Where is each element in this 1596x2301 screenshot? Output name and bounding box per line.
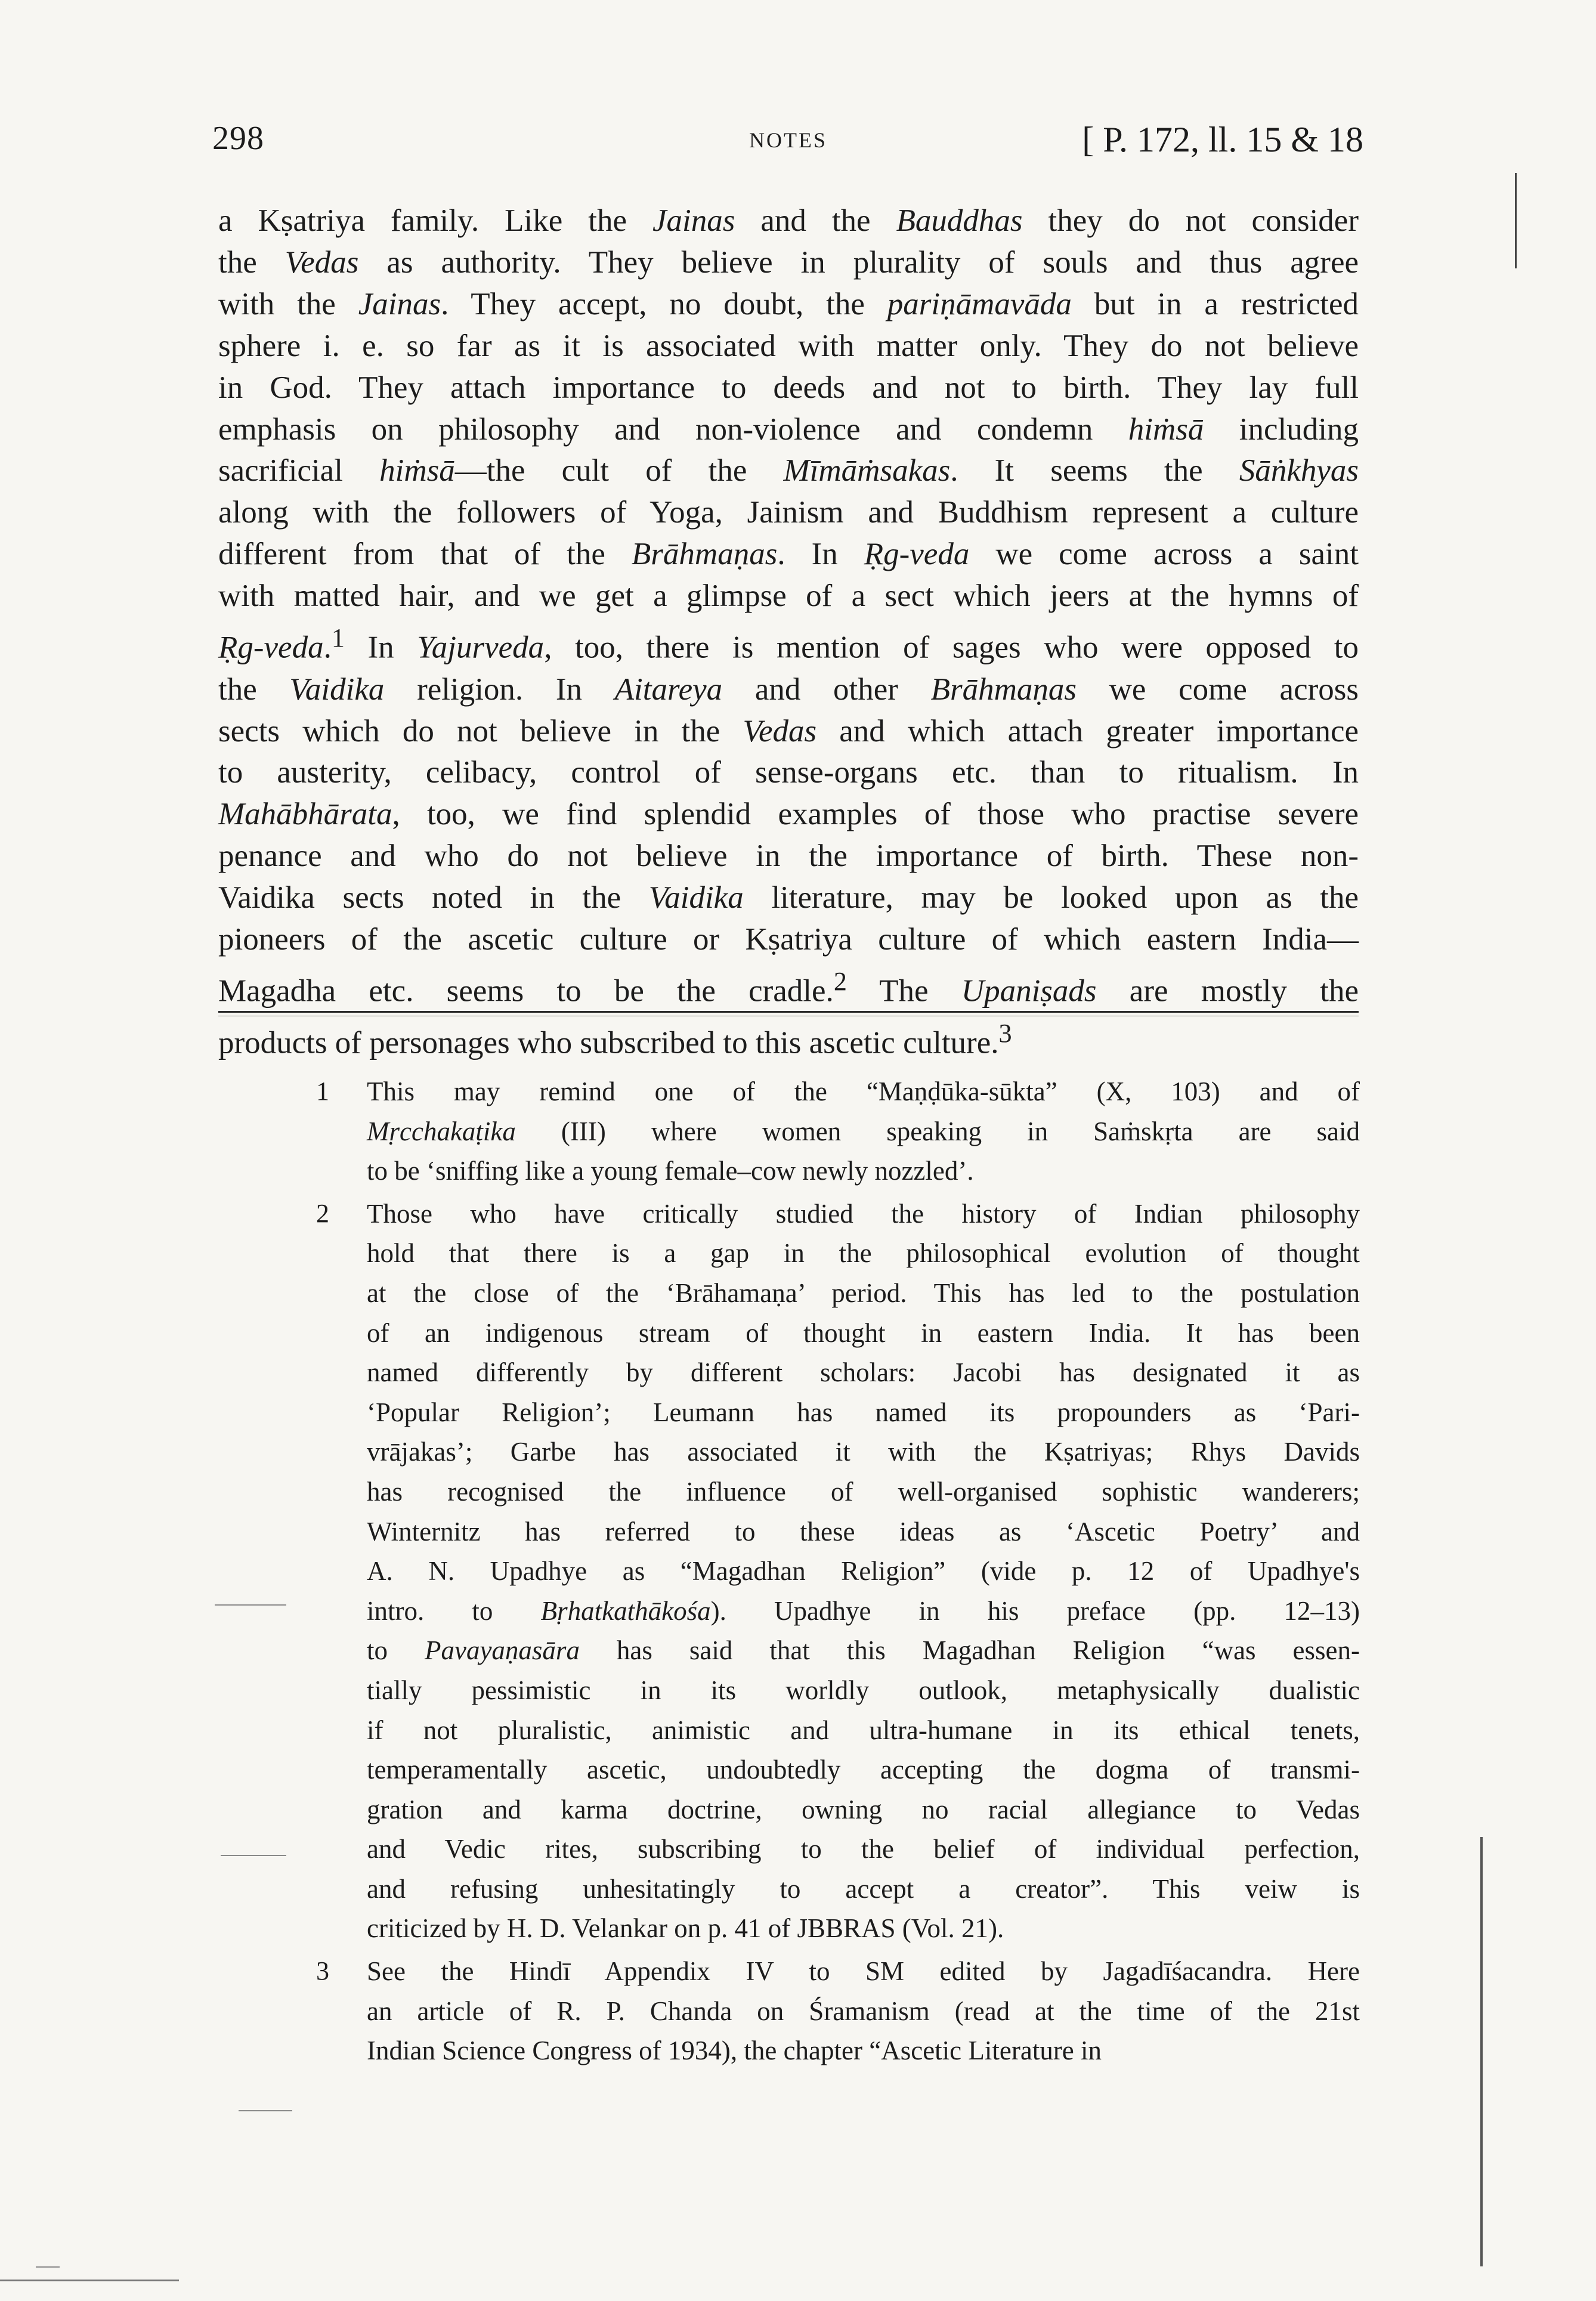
body-text-line: along with the followers of Yoga, Jainism and Buddhism represent a culture [218,495,1359,530]
footnote-text-line: tially pessimistic in its worldly outlook, metaphysically dualistic [367,1675,1360,1705]
body-text-line: with matted hair, and we get a glimpse of a sect which jeers at the hymns of [218,579,1359,614]
body-text-line: products of personages who subscribed to this ascetic culture.$^3$ [218,1018,1012,1060]
footnote-number: 3 [316,1956,329,1986]
body-text-line: the Vaidika religion. In Aitareya and other Brāhmaṇas we come across [218,672,1359,707]
body-text-line: Vaidika sects noted in the Vaidika literature, may be looked upon as the [218,880,1359,916]
footnote-text-line: criticized by H. D. Velankar on p. 41 of JBBRAS (Vol. 21). [367,1913,1004,1944]
body-text-line: Ṛg-veda.$^1$ In Yajurveda, too, there is mention of sages who were opposed to [218,623,1359,665]
body-text-line: sphere i. e. so far as it is associated with matter only. They do not believe [218,328,1359,363]
footnote-text-line: and Vedic rites, subscribing to the belief of individual perfection, [367,1834,1360,1864]
page-number: 298 [212,120,264,157]
body-text-line: Magadha etc. seems to be the cradle.$^2$ The Upaniṣads are mostly the [218,966,1359,1009]
footnote-text-line: ‘Popular Religion’; Leumann has named its propounders as ‘Pari- [367,1397,1360,1427]
page-line-reference: [ P. 172, ll. 15 & 18 [1082,120,1363,159]
running-head [212,119,1363,167]
scan-speck [215,1604,286,1606]
footnote-text-line: intro. to Bṛhatkathākośa). Upadhye in his preface (pp. 12–13) [367,1595,1360,1626]
body-text-line: Mahābhārata, too, we find splendid examples of those who practise severe [218,797,1359,832]
footnotes [316,1072,1360,2074]
footnote-text-line: at the close of the ‘Brāhamaṇa’ period. This has led to the postulation [367,1278,1360,1308]
footnote-3 [316,1951,1360,2071]
footnote-number: 2 [316,1198,329,1228]
footnote-2 [316,1194,1360,1949]
footnote-separator [218,1011,1359,1013]
running-title: NOTES [749,128,827,152]
footnote-text-line: of an indigenous stream of thought in eastern India. It has been [367,1317,1360,1348]
body-text-line: emphasis on philosophy and non-violence and condemn hiṁsā including [218,412,1359,447]
footnote-1 [316,1072,1360,1191]
footnote-text-line: has recognised the influence of well-organised sophistic wanderers; [367,1476,1360,1507]
body-text-line: in God. They attach importance to deeds and not to birth. They lay full [218,370,1359,405]
body-text-line: penance and who do not believe in the importance of birth. These non- [218,839,1359,874]
footnote-text-line: Winternitz has referred to these ideas as ‘Ascetic Poetry’ and [367,1516,1360,1547]
scan-speck [221,1855,286,1856]
footnote-text-line: hold that there is a gap in the philosophical evolution of thought [367,1238,1360,1269]
footnote-text-line: temperamentally ascetic, undoubtedly accepting the dogma of transmi- [367,1755,1360,1785]
footnote-text-line: to Pavayaṇasāra has said that this Magadhan Religion “was essen- [367,1635,1360,1666]
footnote-text-line: This may remind one of the “Maṇḍūka-sūkta” (X, 103) and of [367,1077,1360,1106]
body-text-line: a Kṣatriya family. Like the Jainas and the Bauddhas they do not consider [218,203,1359,238]
scan-speck [36,2266,60,2268]
right-margin-mark [1480,1837,1483,2266]
body-text-line: sacrificial hiṁsā—the cult of the Mīmāṁsakas. It seems the Sāṅkhyas [218,453,1359,488]
footnote-text-line: Those who have critically studied the history of Indian philosophy [367,1198,1360,1229]
body-text-line: different from that of the Brāhmaṇas. In Ṛg-veda we come across a saint [218,537,1359,572]
body-text-line: the Vedas as authority. They believe in plurality of souls and thus agree [218,245,1359,280]
right-margin-mark [1515,173,1517,268]
footnote-text-line: if not pluralistic, animistic and ultra-humane in its ethical tenets, [367,1715,1360,1745]
footnote-text-line: Indian Science Congress of 1934), the chapter “Ascetic Literature in [367,2036,1102,2066]
footnote-text-line: See the Hindī Appendix IV to SM edited by Jagadīśacandra. Here [367,1956,1360,1987]
bottom-edge-line [0,2280,179,2281]
footnote-text-line: named differently by different scholars: Jacobi has designated it as [367,1357,1360,1388]
body-text-line: to austerity, celibacy, control of sense-organs etc. than to ritualism. In [218,755,1359,790]
footnote-text-line: and refusing unhesitatingly to accept a creator”. This veiw is [367,1873,1360,1904]
footnote-text-line: Mṛcchakaṭika (III) where women speaking in Saṁskṛta are said [367,1116,1360,1146]
body-paragraph [218,200,1359,1064]
body-text-line: sects which do not believe in the Vedas and which attach greater importance [218,713,1359,749]
footnote-text-line: A. N. Upadhye as “Magadhan Religion” (vide p. 12 of Upadhye's [367,1556,1360,1586]
footnote-number: 1 [316,1077,329,1106]
footnote-text-line: vrājakas’; Garbe has associated it with the Kṣatriyas; Rhys Davids [367,1437,1360,1467]
body-text-line: pioneers of the ascetic culture or Kṣatriya culture of which eastern India— [218,922,1359,957]
footnote-text-line: to be ‘sniffing like a young female–cow newly nozzled’. [367,1156,974,1186]
footnote-text-line: an article of R. P. Chanda on Śramanism (read at the time of the 21st [367,1996,1360,2026]
body-text-line: with the Jainas. They accept, no doubt, the pariṇāmavāda but in a restricted [218,286,1359,321]
scan-speck [239,2110,292,2111]
footnote-text-line: gration and karma doctrine, owning no racial allegiance to Vedas [367,1794,1360,1824]
